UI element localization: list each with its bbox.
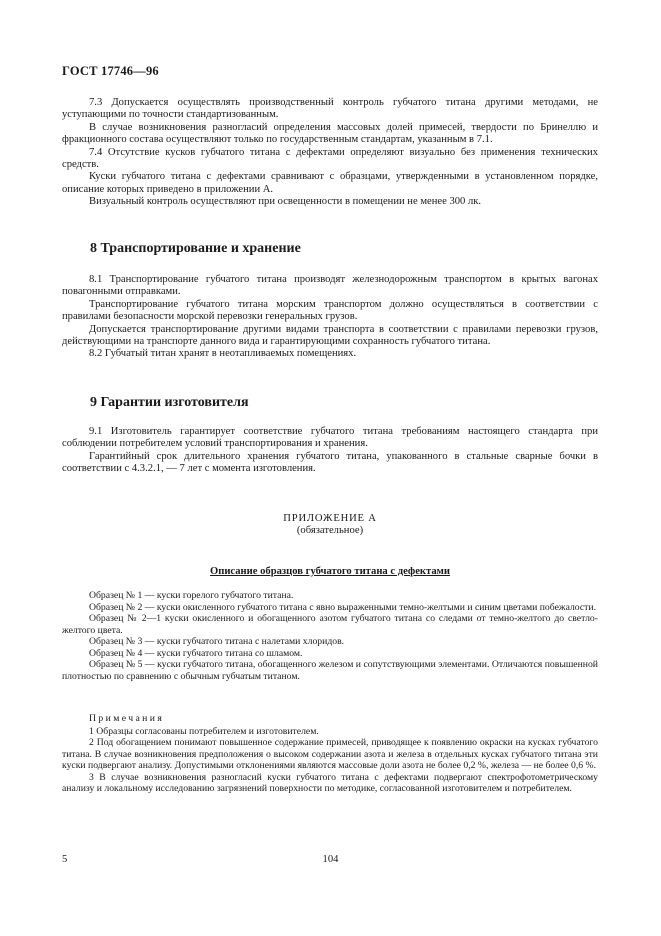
note-item: 2 Под обогащением понимают повышенное содержание примесей, приводящее к появлению окраски на кусках губчатого титана. В случае возникновения предположения о высоком содержании азота и железа в отдельных кусках губчатого титана эти куски подвергают анализу. Допустимыми отклонениями являются массовые доли азота не более 0,2 %, железа — не более 0,6 %. [62,737,598,771]
list-item: Образец № 5 — куски губчатого титана, обогащенного железом и сопутствующими элементами. Отличаются повышенной плотностью по сравнению с обычным губчатым титаном. [62,659,598,682]
paragraph: Гарантийный срок длительного хранения губчатого титана, упакованного в стальные сварные бочки в соответствии с 4.3.2.1, — 7 лет с момента изготовления. [62,450,598,475]
paragraph: Допускается транспортирование другими видами транспорта в соответствии с правилами перевозки грузов, действующими на транспорте данного вида и гарантирующими сохранность губчатого титана. [62,323,598,348]
note-item: 3 В случае возникновения разногласий куски губчатого титана с дефектами подвергают спектрофотометрическому анализу и локальному исследованию загрязнений поверхности по методике, согласованной изготовителем и потребителем. [62,771,598,794]
paragraph: В случае возникновения разногласий определения массовых долей примесей, твердости по Бринеллю и фракционного состава осуществляют только по государственным стандартам, указанным в 7.1. [62,121,598,146]
section-8-heading: 8 Транспортирование и хранение [90,241,301,256]
section-9-body [62,426,598,476]
paragraph: 7.3 Допускается осуществлять производственный контроль губчатого титана другими методами, не уступающими по точности стандартизованным. [62,97,598,121]
paragraph: Визуальный контроль осуществляют при освещенности в помещении не менее 300 лк. [89,196,482,208]
appendix-header [62,513,598,538]
paragraph: 9.1 Изготовитель гарантирует соответствие губчатого титана требованиям настоящего стандарта при соблюдении потребителем условий транспортирования и хранения. [62,426,598,450]
paragraph: Куски губчатого титана с дефектами сравнивают с образцами, утвержденными в установленном порядке, описание которых приведено в приложении А. [62,171,598,195]
paragraph: Транспортирование губчатого титана морским транспортом должно осуществляться в соответствии с правилами безопасности морской перевозки генеральных грузов. [62,298,598,323]
section-9-heading: 9 Гарантии изготовителя [90,395,249,410]
sample-list [62,590,598,682]
list-item: Образец № 2—1 куски окисленного и обогащенного азотом губчатого титана со следами от темно-желтого до светло-желтого цвета. [62,613,598,636]
page-number: 104 [322,854,339,865]
footer-left-number: 5 [62,854,68,865]
appendix-title: ПРИЛОЖЕНИЕ А [283,513,377,524]
notes-block [62,713,598,795]
paragraph: 8.1 Транспортирование губчатого титана производят железнодорожным транспортом в крытых вагонах повагонными отправками. [62,274,598,298]
section-7-continuation [62,97,598,209]
paragraph: 7.4 Отсутствие кусков губчатого титана с дефектами определяют визуально без применения технических средств. [62,146,598,171]
list-item: Образец № 4 — куски губчатого титана со шламом. [89,647,303,659]
appendix-heading: Описание образцов губчатого титана с дефектами [209,566,450,577]
standard-code: ГОСТ 17746—96 [62,64,159,78]
paragraph: 8.2 Губчатый титан хранят в неотапливаемых помещениях. [89,348,357,360]
list-item: Образец № 2 — куски окисленного губчатого титана с явно выраженными темно-желтыми и синим цветами побежалости. [89,601,597,613]
section-8-body [62,274,598,361]
appendix-status: (обязательное) [296,525,364,537]
list-item: Образец № 1 — куски горелого губчатого титана. [89,590,294,601]
note-item: 1 Образцы согласованы потребителем и изготовителем. [89,725,319,737]
notes-title: Примечания [89,713,165,724]
list-item: Образец № 3 — куски губчатого титана с налетами хлоридов. [89,636,345,647]
